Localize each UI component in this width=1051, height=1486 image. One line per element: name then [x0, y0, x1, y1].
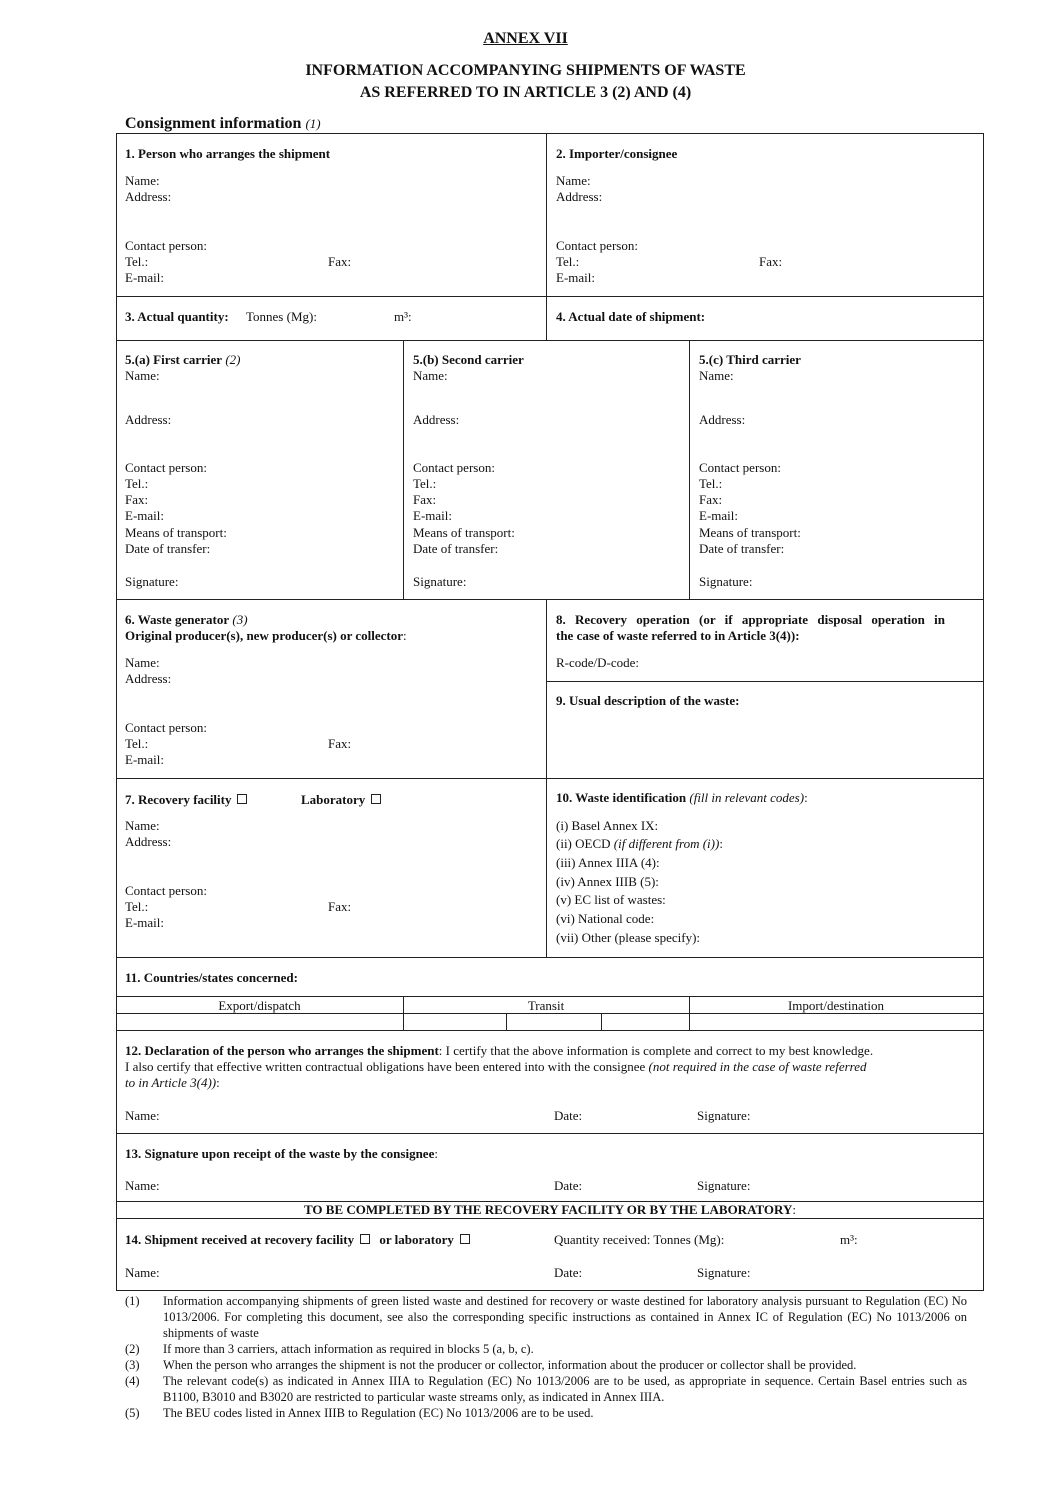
box-6-note: (3) — [232, 612, 248, 627]
box-10-colon: : — [804, 790, 808, 805]
footnote-number: (3) — [125, 1358, 140, 1372]
box-5b-email: E-mail: — [413, 508, 452, 523]
box-10-oecd-note: (if different from (i)) — [613, 836, 720, 851]
box-5c-title: 5.(c) Third carrier — [699, 352, 801, 367]
box-5b-means: Means of transport: — [413, 525, 515, 540]
box-6-tel: Tel.: — [125, 736, 149, 751]
box-2-email: E-mail: — [556, 270, 595, 285]
box-13-colon: : — [434, 1146, 438, 1161]
box-5b-fax: Fax: — [413, 492, 437, 507]
box-10-item-ec-list: (v) EC list of wastes: — [556, 892, 666, 907]
received-recovery-facility-checkbox[interactable] — [360, 1234, 370, 1244]
box-14-signature: Signature: — [697, 1265, 751, 1280]
box-14-quantity: Quantity received: Tonnes (Mg): — [554, 1232, 725, 1247]
box-5a-name: Name: — [125, 368, 160, 383]
box-10-item-basel: (i) Basel Annex IX: — [556, 818, 659, 833]
box-14-m3: m³: — [840, 1232, 858, 1247]
box-6-title: 6. Waste generator — [125, 612, 230, 627]
box-6-colon: : — [403, 628, 407, 643]
box-5c-means: Means of transport: — [699, 525, 801, 540]
box-10-item-annex-iiia: (iii) Annex IIIA (4): — [556, 855, 660, 870]
box-2-address: Address: — [556, 189, 603, 204]
box-1-fax: Fax: — [328, 254, 352, 269]
box-12-text-2-italic: (not required in the case of waste referred — [648, 1059, 867, 1074]
box-5b-tel: Tel.: — [413, 476, 437, 491]
box-6-fax: Fax: — [328, 736, 352, 751]
box-7-title: 7. Recovery facility — [125, 792, 232, 807]
footnote-text: When the person who arranges the shipment is not the producer or collector, information about the producer or collector shall be provided. — [163, 1358, 857, 1372]
box-2-name: Name: — [556, 173, 591, 188]
completion-banner-colon: : — [792, 1202, 796, 1217]
laboratory-checkbox[interactable] — [371, 794, 381, 804]
footnote-number: (5) — [125, 1406, 140, 1420]
box-6-contact: Contact person: — [125, 720, 207, 735]
consignment-heading — [125, 115, 321, 133]
box-9-title: 9. Usual description of the waste: — [556, 693, 740, 708]
box-8-code: R-code/D-code: — [556, 655, 640, 670]
box-12-name: Name: — [125, 1108, 160, 1123]
box-2-title: 2. Importer/consignee — [556, 146, 678, 161]
box-3-m3: m³: — [394, 309, 412, 324]
box-4-title: 4. Actual date of shipment: — [556, 309, 706, 324]
box-5c-address: Address: — [699, 412, 746, 427]
box-5b-contact: Contact person: — [413, 460, 495, 475]
box-5c-signature: Signature: — [699, 574, 753, 589]
footnote-4 — [125, 1373, 967, 1405]
box-5a-contact: Contact person: — [125, 460, 207, 475]
box-5a-signature: Signature: — [125, 574, 179, 589]
footnote-text: The BEU codes listed in Annex IIIB to Regulation (EC) No 1013/2006 are to be used. — [163, 1406, 594, 1420]
box-7-name: Name: — [125, 818, 160, 833]
box-13-date: Date: — [554, 1178, 583, 1193]
box-10-item-national: (vi) National code: — [556, 911, 655, 926]
box-5c-name: Name: — [699, 368, 734, 383]
box-12-date: Date: — [554, 1108, 583, 1123]
box-7-tel: Tel.: — [125, 899, 149, 914]
box-14-name: Name: — [125, 1265, 160, 1280]
footnote-2 — [125, 1341, 967, 1357]
title-line-1: INFORMATION ACCOMPANYING SHIPMENTS OF WASTE — [305, 62, 746, 79]
box-5a-note: (2) — [225, 352, 241, 367]
box-2-tel: Tel.: — [556, 254, 580, 269]
box-1-address: Address: — [125, 189, 172, 204]
box-5c-date-transfer: Date of transfer: — [699, 541, 785, 556]
box-8-title-line-2: the case of waste referred to in Article 3(4)): — [556, 628, 800, 643]
box-10-oecd-colon: : — [719, 836, 723, 851]
box-6-name: Name: — [125, 655, 160, 670]
box-1-title: 1. Person who arranges the shipment — [125, 146, 331, 161]
box-8-title-line-1: 8. Recovery operation (or if appropriate disposal operation in — [556, 612, 945, 627]
footnote-text: Information accompanying shipments of green listed waste and destined for recovery or waste destined for laboratory analysis pursuant to Regulation (EC) No 1013/2006. For completing this document, see also the corresponding specific instructions as contained in Annex IC of Regulation (EC) No 1013/2006 on shipments of waste — [163, 1294, 967, 1340]
box-5a-fax: Fax: — [125, 492, 149, 507]
box-10-oecd-label: (ii) OECD — [556, 836, 611, 851]
consignment-note: (1) — [305, 116, 321, 131]
document-title — [0, 60, 1051, 104]
col-import-destination: Import/destination — [787, 998, 885, 1013]
box-12-text-3: : — [216, 1075, 220, 1090]
box-10-item-annex-iiib: (iv) Annex IIIB (5): — [556, 874, 659, 889]
box-5b-address: Address: — [413, 412, 460, 427]
box-5a-address: Address: — [125, 412, 172, 427]
footnotes — [125, 1293, 967, 1421]
box-5b-date-transfer: Date of transfer: — [413, 541, 499, 556]
footnote-text: If more than 3 carriers, attach information as required in blocks 5 (a, b, c). — [163, 1342, 534, 1356]
footnote-text: The relevant code(s) as indicated in Annex IIIA to Regulation (EC) No 1013/2006 are to be used, as appropriate in sequence. Certain Basel entries such as B1100, B3010 and B3020 are restricted to particular waste streams only, as indicated in Annex IIIA. — [163, 1374, 967, 1404]
box-5c-contact: Contact person: — [699, 460, 781, 475]
box-14-or-lab: or laboratory — [379, 1232, 454, 1247]
box-5c-email: E-mail: — [699, 508, 738, 523]
footnote-number: (1) — [125, 1294, 140, 1308]
consignment-label: Consignment information — [125, 115, 302, 132]
box-1-contact: Contact person: — [125, 238, 207, 253]
box-12-text-1: : I certify that the above information is complete and correct to my best knowledge. — [438, 1043, 874, 1058]
col-export-dispatch: Export/dispatch — [218, 998, 301, 1013]
box-12-text-3-italic: to in Article 3(4)) — [125, 1075, 217, 1090]
box-5b-name: Name: — [413, 368, 448, 383]
box-12-text-2: I also certify that effective written contractual obligations have been entered into with the consignee — [125, 1059, 646, 1074]
box-12-signature: Signature: — [697, 1108, 751, 1123]
completion-banner — [116, 1202, 984, 1218]
box-5a-email: E-mail: — [125, 508, 164, 523]
recovery-facility-checkbox[interactable] — [237, 794, 247, 804]
box-10-item-other: (vii) Other (please specify): — [556, 930, 701, 945]
box-10-item-oecd — [556, 836, 723, 852]
box-2-contact: Contact person: — [556, 238, 638, 253]
footnote-number: (4) — [125, 1374, 140, 1388]
footnote-5 — [125, 1405, 967, 1421]
completion-banner-text: TO BE COMPLETED BY THE RECOVERY FACILITY OR BY THE LABORATORY — [304, 1202, 793, 1217]
title-line-2: AS REFERRED TO IN ARTICLE 3 (2) AND (4) — [359, 84, 692, 101]
box-7-email: E-mail: — [125, 915, 164, 930]
box-5c-tel: Tel.: — [699, 476, 723, 491]
box-3-tonnes: Tonnes (Mg): — [246, 309, 317, 324]
annex-title: ANNEX VII — [483, 30, 568, 47]
box-12-title: 12. Declaration of the person who arranges the shipment — [125, 1043, 439, 1058]
box-14-title: 14. Shipment received at recovery facility — [125, 1232, 355, 1247]
box-7-address: Address: — [125, 834, 172, 849]
col-transit: Transit — [527, 998, 565, 1013]
box-7-contact: Contact person: — [125, 883, 207, 898]
box-13-name: Name: — [125, 1178, 160, 1193]
box-1-tel: Tel.: — [125, 254, 149, 269]
box-5a-tel: Tel.: — [125, 476, 149, 491]
box-6-subtitle: Original producer(s), new producer(s) or collector — [125, 628, 404, 643]
box-3-title: 3. Actual quantity: — [125, 309, 229, 324]
footnote-1 — [125, 1293, 967, 1341]
box-6-email: E-mail: — [125, 752, 164, 767]
box-2-fax: Fax: — [759, 254, 783, 269]
box-11-title: 11. Countries/states concerned: — [125, 970, 298, 985]
box-7-lab-label: Laboratory — [301, 792, 366, 807]
box-10-title-note: (fill in relevant codes) — [689, 790, 805, 805]
footnote-3 — [125, 1357, 967, 1373]
footnote-number: (2) — [125, 1342, 140, 1356]
box-5c-fax: Fax: — [699, 492, 723, 507]
box-7-fax: Fax: — [328, 899, 352, 914]
box-5b-title: 5.(b) Second carrier — [413, 352, 524, 367]
box-13-signature: Signature: — [697, 1178, 751, 1193]
box-1-name: Name: — [125, 173, 160, 188]
box-6-address: Address: — [125, 671, 172, 686]
received-laboratory-checkbox[interactable] — [460, 1234, 470, 1244]
box-13-title: 13. Signature upon receipt of the waste by the consignee — [125, 1146, 435, 1161]
box-10-title: 10. Waste identification — [556, 790, 687, 805]
box-5a-means: Means of transport: — [125, 525, 227, 540]
box-5b-signature: Signature: — [413, 574, 467, 589]
box-5a-title: 5.(a) First carrier — [125, 352, 223, 367]
box-14-date: Date: — [554, 1265, 583, 1280]
box-1-email: E-mail: — [125, 270, 164, 285]
box-5a-date-transfer: Date of transfer: — [125, 541, 211, 556]
